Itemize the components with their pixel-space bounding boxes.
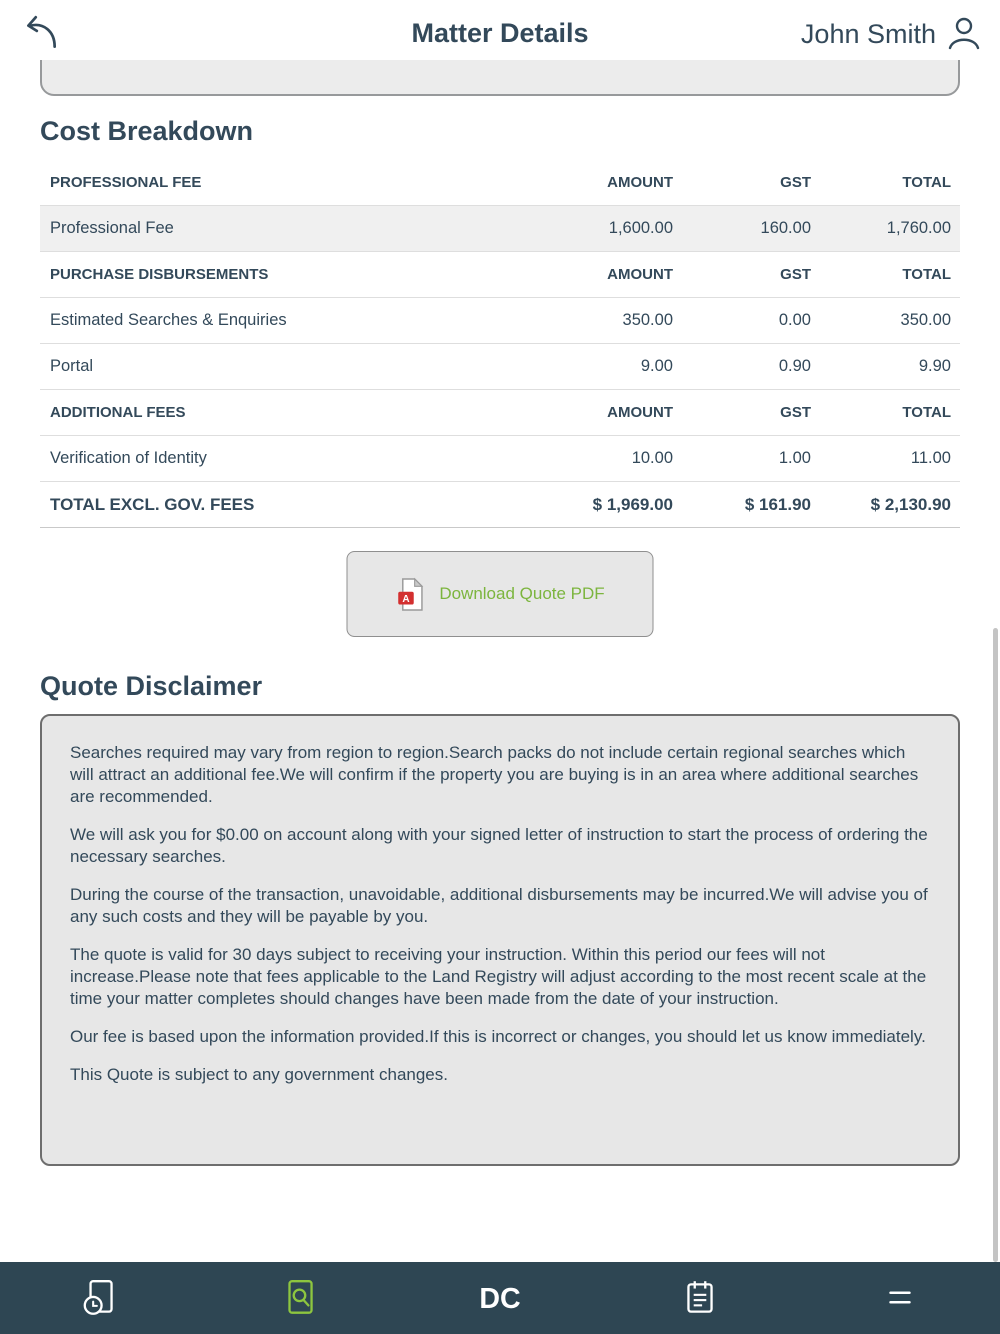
download-quote-pdf-button[interactable]: [347, 551, 654, 637]
menu-icon: [879, 1277, 921, 1319]
column-header-amount: AMOUNT: [607, 266, 673, 283]
cell-gst: $ 161.90: [744, 494, 811, 514]
nav-checklist[interactable]: [600, 1262, 800, 1334]
bottom-nav: [0, 1262, 1000, 1334]
column-header-amount: AMOUNT: [607, 174, 673, 191]
column-header-gst: GST: [780, 266, 811, 283]
page-title: Matter Details: [411, 18, 589, 48]
cell-total: $ 2,130.90: [870, 494, 951, 514]
cell-label: Portal: [50, 357, 94, 375]
cell-total: 9.90: [918, 357, 951, 375]
cell-amount: 9.00: [640, 357, 673, 375]
table-section-header-additional-fees: [40, 390, 960, 436]
disclaimer-paragraph: This Quote is subject to any government changes.: [70, 1065, 448, 1084]
cell-total: 1,760.00: [886, 219, 951, 237]
document-clock-icon: [79, 1277, 121, 1319]
table-total-row: [40, 482, 960, 528]
pdf-icon: [395, 577, 426, 612]
user-name: John Smith: [800, 18, 936, 49]
person-icon: [944, 14, 984, 54]
clipboard-icon: [679, 1277, 721, 1319]
cell-total: 350.00: [900, 311, 951, 329]
column-header-gst: GST: [780, 404, 811, 421]
cost-breakdown-heading: Cost Breakdown: [40, 116, 254, 146]
cost-breakdown-table: [40, 160, 960, 528]
table-row-estimated-searches: [40, 298, 960, 344]
cell-gst: 160.00: [760, 219, 811, 237]
disclaimer-paragraph: We will ask you for $0.00 on account along with your signed letter of instruction to start the process of ordering the necessary searches.: [70, 825, 928, 866]
download-label: Download Quote PDF: [439, 584, 605, 603]
column-header-gst: GST: [780, 174, 811, 191]
disclaimer-paragraph: Our fee is based upon the information provided.If this is incorrect or changes, you should let us know immediately.: [70, 1027, 926, 1046]
cell-label: Estimated Searches & Enquiries: [50, 311, 287, 329]
dc-logo-icon: [478, 1276, 522, 1320]
document-search-icon: [279, 1277, 321, 1319]
cell-label: Verification of Identity: [50, 449, 207, 467]
section-title: PROFESSIONAL FEE: [50, 174, 202, 191]
column-header-total: TOTAL: [902, 174, 951, 191]
nav-home[interactable]: [400, 1262, 600, 1334]
cell-amount: 350.00: [622, 311, 673, 329]
column-header-total: TOTAL: [902, 404, 951, 421]
cell-total: 11.00: [910, 449, 951, 467]
disclaimer-paragraph: Searches required may vary from region to region.Search packs do not include certain regional searches which will attract an additional fee.We will confirm if the property you are buying is in an area where additional searches are recommended.: [70, 743, 919, 806]
cell-amount: 10.00: [631, 449, 673, 467]
section-title: PURCHASE DISBURSEMENTS: [50, 266, 269, 283]
column-header-total: TOTAL: [902, 266, 951, 283]
table-row-professional-fee: [40, 206, 960, 252]
cell-gst: 0.00: [778, 311, 811, 329]
nav-quotes[interactable]: [200, 1262, 400, 1334]
cell-amount: 1,600.00: [608, 219, 673, 237]
quote-disclaimer-heading: Quote Disclaimer: [40, 671, 263, 701]
nav-matters[interactable]: [0, 1262, 200, 1334]
user-profile[interactable]: [801, 14, 984, 54]
cell-gst: 0.90: [778, 357, 811, 375]
cell-gst: 1.00: [778, 449, 811, 467]
cell-amount: $ 1,969.00: [592, 494, 673, 514]
scrollbar[interactable]: [993, 628, 998, 1262]
table-row-portal: [40, 344, 960, 390]
disclaimer-paragraph: The quote is valid for 30 days subject to receiving your instruction. Within this period our fees will not increase.Please note that fees applicable to the Land Registry will adjust according to the most recent scale at the time your matter completes should changes have been made from the date of your instruction.: [70, 945, 927, 1008]
table-section-header-purchase-disbursements: [40, 252, 960, 298]
disclaimer-paragraph: During the course of the transaction, unavoidable, additional disbursements may be incurred.We will advise you of any such costs and they will be payable by you.: [70, 885, 928, 926]
svg-text:A: A: [402, 593, 410, 605]
section-title: ADDITIONAL FEES: [50, 404, 186, 421]
header: [0, 0, 1000, 60]
table-section-header-professional-fee: [40, 160, 960, 206]
column-header-amount: AMOUNT: [607, 404, 673, 421]
dc-logo-text: DC: [479, 1282, 521, 1315]
table-row-verification-of-identity: [40, 436, 960, 482]
cell-label: Professional Fee: [50, 219, 174, 237]
quote-disclaimer-box: [40, 714, 960, 1166]
cell-label: TOTAL EXCL. GOV. FEES: [50, 494, 255, 514]
nav-menu[interactable]: [800, 1262, 1000, 1334]
